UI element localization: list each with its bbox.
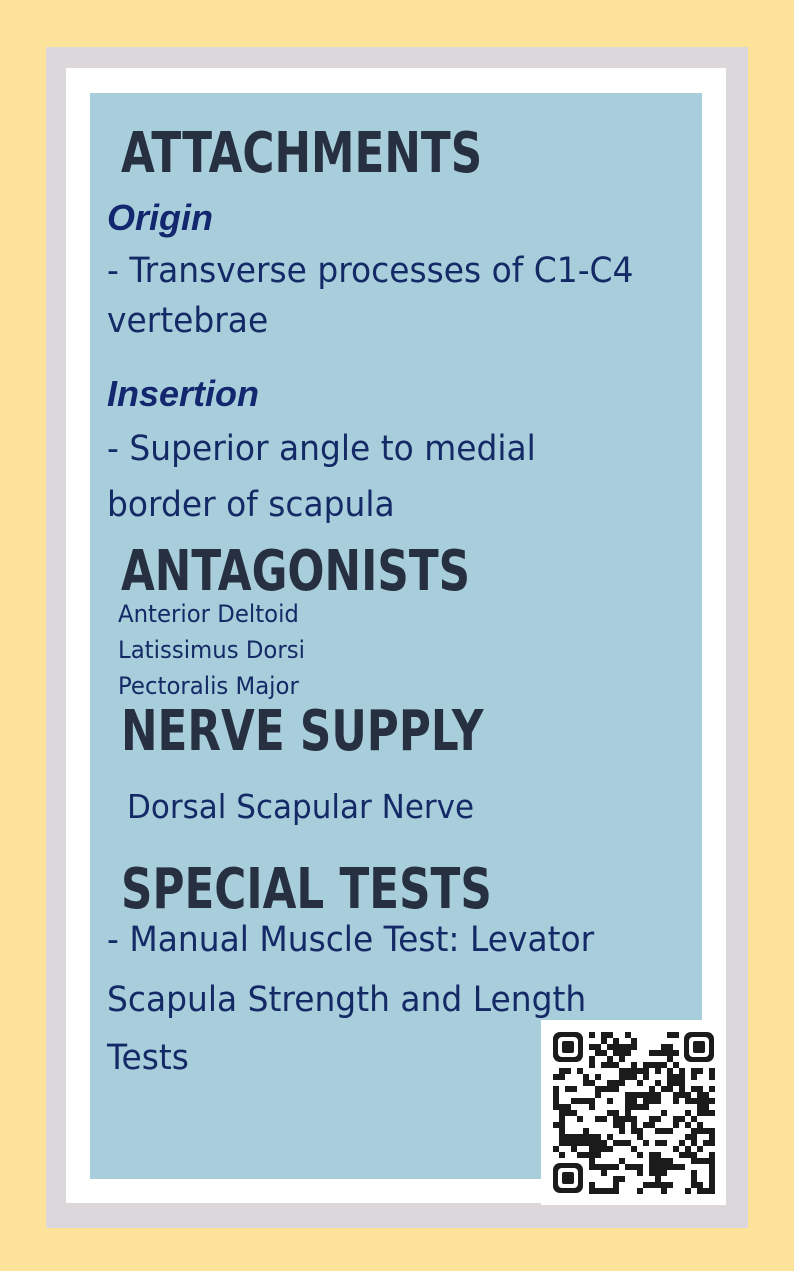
antagonist-item: Pectoralis Major [118,672,299,700]
insertion-text-line2: border of scapula [107,485,395,525]
antagonist-item: Anterior Deltoid [118,600,299,628]
insertion-label: Insertion [107,373,260,414]
origin-label: Origin [107,197,213,238]
insertion-text-line1: - Superior angle to medial [107,429,536,469]
special-tests-line2: Scapula Strength and Length [107,980,587,1020]
nerve-supply-value: Dorsal Scapular Nerve [127,787,475,826]
antagonist-item: Latissimus Dorsi [118,636,305,664]
origin-text-line2: vertebrae [107,301,269,341]
qr-code-icon [541,1020,726,1205]
special-tests-line1: - Manual Muscle Test: Levator [107,920,595,960]
origin-text-line1: - Transverse processes of C1-C4 [107,251,634,291]
special-tests-line3: Tests [107,1038,189,1078]
nerve-supply-heading: NERVE SUPPLY [121,699,484,764]
attachments-heading: ATTACHMENTS [121,121,483,186]
antagonists-heading: ANTAGONISTS [121,539,471,604]
special-tests-heading: SPECIAL TESTS [121,857,492,922]
